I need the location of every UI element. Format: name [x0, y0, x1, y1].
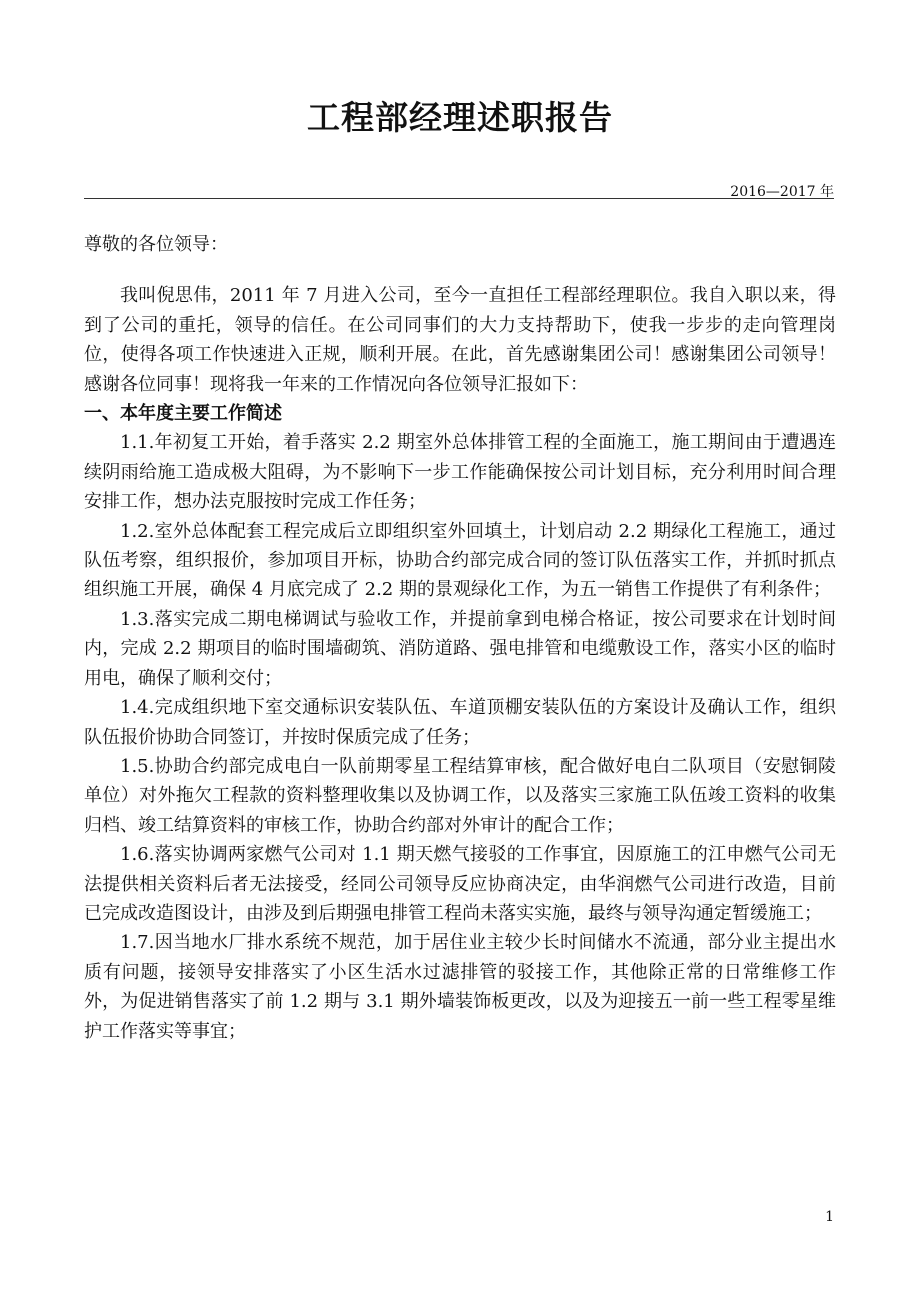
- header-divider: [84, 198, 834, 199]
- work-item-1-2: 1.2.室外总体配套工程完成后立即组织室外回填土，计划启动 2.2 期绿化工程施工，通过队伍考察，组织报价，参加项目开标，协助合约部完成合同的签订队伍落实工作，并抓时抓点组织施工开展，确保 4 月底完成了 2.2 期的景观绿化工作，为五一销售工作提供了有利条件；: [84, 520, 836, 601]
- document-title: 工程部经理述职报告: [307, 98, 613, 137]
- work-item-1-3: 1.3.落实完成二期电梯调试与验收工作，并提前拿到电梯合格证，按公司要求在计划时间内，完成 2.2 期项目的临时围墙砌筑、消防道路、强电排管和电缆敷设工作，落实小区的临时用电，确保了顺利交付；: [84, 608, 836, 689]
- work-item-1-4: 1.4.完成组织地下室交通标识安装队伍、车道顶棚安装队伍的方案设计及确认工作，组织队伍报价协助合同签订，并按时保质完成了任务；: [84, 697, 836, 748]
- work-item-1-1: 1.1.年初复工开始，着手落实 2.2 期室外总体排管工程的全面施工，施工期间由于遭遇连续阴雨给施工造成极大阻碍，为不影响下一步工作能确保按公司计划目标，充分利用时间合理安排工作，想办法克服按时完成工作任务；: [84, 432, 836, 513]
- document-body: [84, 230, 836, 1046]
- page-number: 1: [825, 1209, 834, 1225]
- salutation: 尊敬的各位领导：: [84, 234, 228, 255]
- intro-paragraph: 我叫倪思伟，2011 年 7 月进入公司，至今一直担任工程部经理职位。我自入职以来，得到了公司的重托，领导的信任。在公司同事们的大力支持帮助下，使我一步步的走向管理岗位，使得各项工作快速进入正规，顺利开展。在此，首先感谢集团公司！感谢集团公司领导！感谢各位同事！现将我一年来的工作情况向各位领导汇报如下：: [84, 285, 836, 395]
- year-range: 2016—2017 年: [730, 184, 834, 200]
- work-item-1-7: 1.7.因当地水厂排水系统不规范，加于居住业主较少长时间储水不流通，部分业主提出水质有问题，接领导安排落实了小区生活水过滤排管的驳接工作，其他除正常的日常维修工作外，为促进销售落实了前 1.2 期与 3.1 期外墙装饰板更改，以及为迎接五一前一些工程零星维护工作落实等事宜；: [84, 932, 836, 1042]
- work-item-1-5: 1.5.协助合约部完成电白一队前期零星工程结算审核，配合做好电白二队项目（安慰铜陵单位）对外拖欠工程款的资料整理收集以及协调工作，以及落实三家施工队伍竣工资料的收集归档、竣工结算资料的审核工作，协助合约部对外审计的配合工作；: [84, 755, 836, 836]
- section-heading: 一、本年度主要工作简述: [84, 403, 282, 425]
- work-item-1-6: 1.6.落实协调两家燃气公司对 1.1 期天燃气接驳的工作事宜，因原施工的江申燃气公司无法提供相关资料后者无法接受，经同公司领导反应协商决定，由华润燃气公司进行改造，目前已完成改造图设计，由涉及到后期强电排管工程尚未落实实施，最终与领导沟通定暂缓施工；: [84, 844, 836, 924]
